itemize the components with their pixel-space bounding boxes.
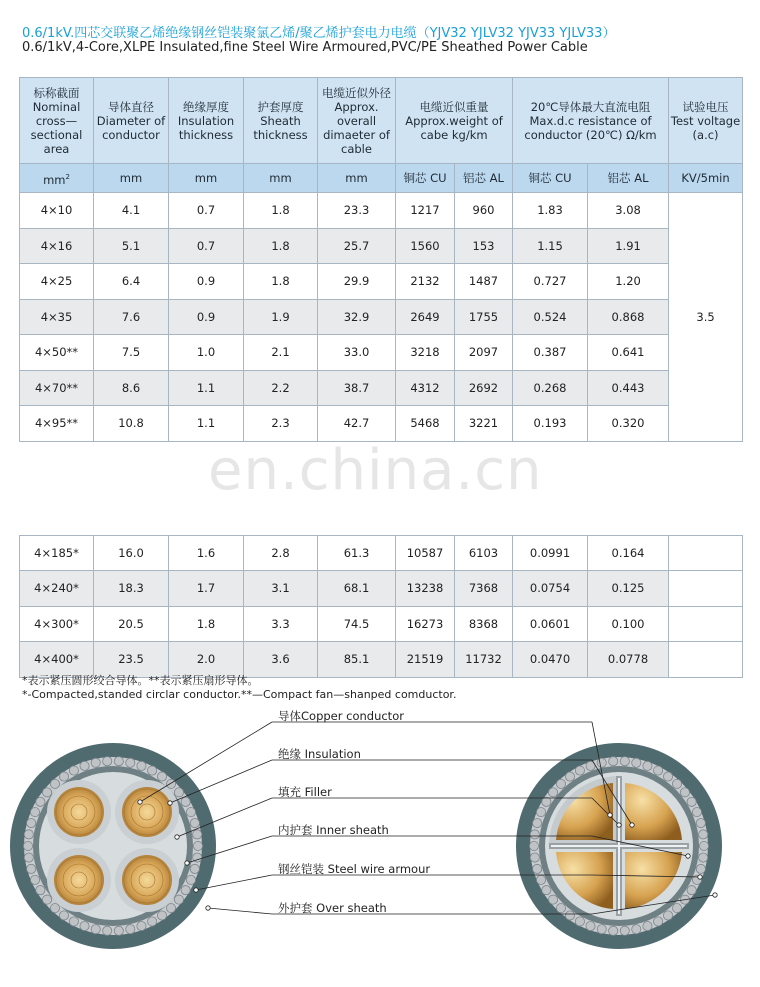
table-cell: 16.0 (94, 535, 169, 571)
table-cell: 68.1 (318, 571, 396, 607)
unit-test-voltage: KV/5min (669, 164, 743, 193)
header-test-voltage: 试验电压 Test voltage (a.c) (669, 78, 743, 164)
table-cell: 0.7 (169, 228, 244, 264)
table-row (20, 406, 743, 442)
table-cell: 0.0470 (513, 642, 588, 678)
table-cell: 11732 (455, 642, 513, 678)
table-cell: 25.7 (318, 228, 396, 264)
title-english: 0.6/1kV,4-Core,XLPE Insulated,fine Steel Wire Armoured,PVC/PE Sheathed Power Cable (22, 40, 588, 55)
table-cell: 0.193 (513, 406, 588, 442)
table-cell: 7.5 (94, 335, 169, 371)
table-row (20, 228, 743, 264)
insulated-core-3 (47, 848, 111, 912)
table-cell: 0.524 (513, 299, 588, 335)
table-cell: 5.1 (94, 228, 169, 264)
table-cell: 4×16 (20, 228, 94, 264)
table-cell: 4×95** (20, 406, 94, 442)
table-cell: 2.3 (244, 406, 318, 442)
table-cell: 3.6 (244, 642, 318, 678)
header-area: 标称截面 Nominal cross—sectional area (20, 78, 94, 164)
unit-sheath: mm (244, 164, 318, 193)
label-over-sheath: 外护套 Over sheath (278, 901, 387, 915)
table-cell: 33.0 (318, 335, 396, 371)
table-cell: 42.7 (318, 406, 396, 442)
watermark: en.china.cn (208, 438, 543, 503)
table-cell: 13238 (396, 571, 455, 607)
table-cell: 4×400* (20, 642, 94, 678)
table-row (20, 299, 743, 335)
table-cell: 2132 (396, 264, 455, 300)
test-voltage-cell (669, 535, 743, 571)
header-insulation: 绝缘厚度 Insulation thickness (169, 78, 244, 164)
table-cell: 4×185* (20, 535, 94, 571)
table-cell: 1.8 (244, 264, 318, 300)
table-cell: 6103 (455, 535, 513, 571)
table-cell: 0.125 (588, 571, 669, 607)
table-cell: 0.641 (588, 335, 669, 371)
table-row (20, 335, 743, 371)
table-cell: 4×35 (20, 299, 94, 335)
table-cell: 0.0991 (513, 535, 588, 571)
table-cell: 38.7 (318, 370, 396, 406)
table-cell: 2692 (455, 370, 513, 406)
label-conductor: 导体Copper conductor (278, 709, 404, 723)
table-cell: 1.8 (244, 193, 318, 229)
footnote-chinese: *表示紧压圆形绞合导体。**表示紧压扇形导体。 (22, 674, 259, 687)
header-overall-diameter: 电缆近似外径 Approx. overall dimaeter of cable (318, 78, 396, 164)
table-cell: 32.9 (318, 299, 396, 335)
table-cell: 0.0601 (513, 606, 588, 642)
table-cell: 29.9 (318, 264, 396, 300)
unit-overall-diameter: mm (318, 164, 396, 193)
test-voltage-cell (669, 571, 743, 607)
table-cell: 16273 (396, 606, 455, 642)
table-cell: 2.1 (244, 335, 318, 371)
table-cell: 4312 (396, 370, 455, 406)
table-cell: 2097 (455, 335, 513, 371)
header-diameter: 导体直径 Diameter of conductor (94, 78, 169, 164)
table-cell: 960 (455, 193, 513, 229)
table-cell: 1.6 (169, 535, 244, 571)
footnote-english: *-Compacted,standed circlar conductor.**—Compact fan—shanped comductor. (22, 688, 457, 701)
table-cell: 21519 (396, 642, 455, 678)
table-cell: 61.3 (318, 535, 396, 571)
header-sheath: 护套厚度 Sheath thickness (244, 78, 318, 164)
spec-table (19, 77, 743, 678)
table-cell: 4.1 (94, 193, 169, 229)
test-voltage-cell (669, 606, 743, 642)
table-cell: 18.3 (94, 571, 169, 607)
table-cell: 1.15 (513, 228, 588, 264)
table-cell: 23.3 (318, 193, 396, 229)
table-cell: 10587 (396, 535, 455, 571)
table-cell: 5468 (396, 406, 455, 442)
unit-resistance-al: 铝芯 AL (588, 164, 669, 193)
table-cell: 0.100 (588, 606, 669, 642)
table-cell: 1.8 (244, 228, 318, 264)
table-cell: 85.1 (318, 642, 396, 678)
test-voltage-cell (669, 642, 743, 678)
table-cell: 3.1 (244, 571, 318, 607)
table-cell: 1.91 (588, 228, 669, 264)
table-cell: 3.3 (244, 606, 318, 642)
label-insulation: 绝缘 Insulation (278, 747, 361, 761)
table-cell: 4×300* (20, 606, 94, 642)
label-steel-wire-armour: 钢丝铠装 Steel wire armour (278, 862, 431, 876)
table-cell: 1.9 (244, 299, 318, 335)
table-cell: 0.0778 (588, 642, 669, 678)
unit-insulation: mm (169, 164, 244, 193)
table-cell: 0.320 (588, 406, 669, 442)
table-row (20, 535, 743, 571)
table-cell: 0.727 (513, 264, 588, 300)
table-cell: 3.08 (588, 193, 669, 229)
table-cell: 0.0754 (513, 571, 588, 607)
round-conductor-cable (10, 743, 216, 949)
table-cell: 7.6 (94, 299, 169, 335)
table-cell: 0.164 (588, 535, 669, 571)
table-cell: 0.443 (588, 370, 669, 406)
table-row (20, 571, 743, 607)
table-cell: 1217 (396, 193, 455, 229)
label-filler: 填充 Filler (278, 785, 332, 799)
table-cell: 1755 (455, 299, 513, 335)
table-cell: 1.0 (169, 335, 244, 371)
table-cell: 74.5 (318, 606, 396, 642)
table-cell: 1.8 (169, 606, 244, 642)
header-weight: 电缆近似重量 Approx.weight of cabe kg/km (396, 78, 513, 164)
unit-resistance-cu: 铜芯 CU (513, 164, 588, 193)
table-cell: 1.1 (169, 406, 244, 442)
unit-diameter: mm (94, 164, 169, 193)
insulated-core-2 (115, 780, 179, 844)
table-cell: 0.268 (513, 370, 588, 406)
table-cell: 0.9 (169, 299, 244, 335)
insulated-core-1 (47, 780, 111, 844)
table-cell: 23.5 (94, 642, 169, 678)
table-row (20, 606, 743, 642)
table-cell: 0.7 (169, 193, 244, 229)
header-resistance: 20℃导体最大直流电阻 Max.d.c resistance of conductor (20℃) Ω/km (513, 78, 669, 164)
label-inner-sheath: 内护套 Inner sheath (278, 823, 389, 837)
table-cell: 6.4 (94, 264, 169, 300)
insulated-core-4 (115, 848, 179, 912)
table-row (20, 264, 743, 300)
table-cell: 2.0 (169, 642, 244, 678)
table-cell: 4×50** (20, 335, 94, 371)
table-cell: 2.2 (244, 370, 318, 406)
table-row (20, 193, 743, 229)
table-cell: 3221 (455, 406, 513, 442)
table-cell: 1487 (455, 264, 513, 300)
table-cell: 1.83 (513, 193, 588, 229)
sector-conductor-cable (516, 743, 722, 949)
unit-area: $mm^2$ (20, 164, 94, 193)
table-cell: 8368 (455, 606, 513, 642)
title-chinese: 0.6/1kV.四芯交联聚乙烯绝缘钢丝铠装聚氯乙烯/聚乙烯护套电力电缆（YJV32 YJLV32 YJV33 YJLV33） (22, 26, 616, 41)
table-cell: 8.6 (94, 370, 169, 406)
table-cell: 4×240* (20, 571, 94, 607)
table-cell: 10.8 (94, 406, 169, 442)
table-row (20, 370, 743, 406)
table-cell: 0.387 (513, 335, 588, 371)
table-cell: 0.868 (588, 299, 669, 335)
unit-weight-al: 铝芯 AL (455, 164, 513, 193)
table-cell: 2649 (396, 299, 455, 335)
table-cell: 2.8 (244, 535, 318, 571)
test-voltage-cell: 3.5 (669, 193, 743, 442)
table-cell: 4×10 (20, 193, 94, 229)
table-cell: 0.9 (169, 264, 244, 300)
table-cell: 3218 (396, 335, 455, 371)
table-cell: 1.1 (169, 370, 244, 406)
table-cell: 4×25 (20, 264, 94, 300)
table-cell: 7368 (455, 571, 513, 607)
table-cell: 20.5 (94, 606, 169, 642)
table-cell: 1.20 (588, 264, 669, 300)
unit-weight-cu: 铜芯 CU (396, 164, 455, 193)
table-cell: 153 (455, 228, 513, 264)
table-cell: 1560 (396, 228, 455, 264)
table-cell: 1.7 (169, 571, 244, 607)
cable-diagram-svg (0, 705, 760, 983)
cable-cross-section-diagram (0, 705, 760, 983)
table-cell: 4×70** (20, 370, 94, 406)
